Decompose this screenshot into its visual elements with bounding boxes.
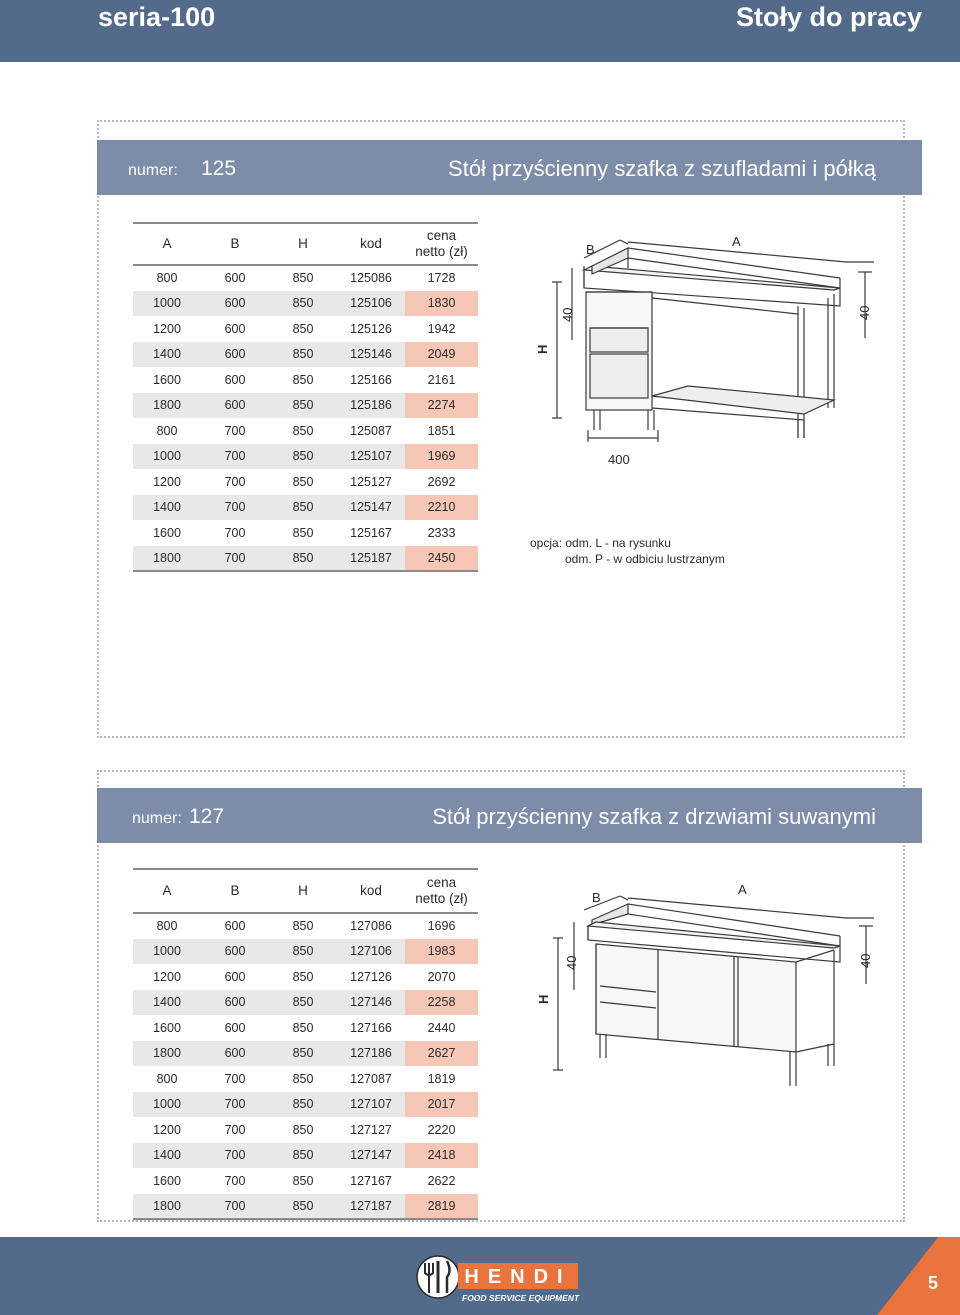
cell-a: 800 — [133, 265, 201, 291]
table-row — [133, 444, 478, 470]
cell-b: 700 — [201, 469, 269, 495]
cell-h: 850 — [269, 520, 337, 546]
cell-price: 2258 — [405, 990, 478, 1016]
page-number: 5 — [927, 1273, 938, 1293]
table-row — [133, 1194, 478, 1220]
footer-accent-corner — [860, 1237, 960, 1315]
column-header-kod: kod — [360, 883, 382, 898]
brand-tagline: FOOD SERVICE EQUIPMENT — [462, 1293, 580, 1303]
table-row — [133, 990, 478, 1016]
table-row — [133, 342, 478, 368]
table-row — [133, 316, 478, 342]
dimension-label-40-left: 40 — [564, 955, 579, 970]
table-header-row — [133, 869, 478, 913]
cell-kod: 125106 — [337, 291, 405, 317]
hendi-logo — [414, 1249, 584, 1309]
cell-h: 850 — [269, 265, 337, 291]
cell-b: 600 — [201, 990, 269, 1016]
cell-price: 2627 — [405, 1041, 478, 1067]
column-header-h: H — [298, 236, 308, 251]
technical-drawing-125 — [528, 228, 888, 478]
cell-h: 850 — [269, 342, 337, 368]
cell-price: 2440 — [405, 1015, 478, 1041]
column-header-kod: kod — [360, 236, 382, 251]
table-row — [133, 1015, 478, 1041]
cell-h: 850 — [269, 1066, 337, 1092]
product-number-label: numer: — [128, 162, 178, 179]
cell-a: 1600 — [133, 520, 201, 546]
cell-price: 2274 — [405, 393, 478, 419]
cell-b: 600 — [201, 1015, 269, 1041]
cell-h: 850 — [269, 1194, 337, 1220]
product-number: 125 — [201, 157, 237, 180]
cell-h: 850 — [269, 546, 337, 572]
cell-a: 1400 — [133, 495, 201, 521]
cell-kod: 125166 — [337, 367, 405, 393]
cell-price: 2070 — [405, 964, 478, 990]
cell-h: 850 — [269, 291, 337, 317]
table-row — [133, 1092, 478, 1118]
cell-h: 850 — [269, 990, 337, 1016]
cell-kod: 125086 — [337, 265, 405, 291]
product-name: Stół przyścienny szafka z drzwiami suwanymi — [432, 804, 876, 829]
cell-b: 700 — [201, 1066, 269, 1092]
cell-price: 2220 — [405, 1117, 478, 1143]
cell-a: 1200 — [133, 316, 201, 342]
dimension-label-a: A — [732, 234, 741, 249]
column-header-price: cena netto (zł) — [415, 228, 468, 259]
cell-a: 1600 — [133, 367, 201, 393]
cell-kod: 125087 — [337, 418, 405, 444]
cell-price: 1830 — [405, 291, 478, 317]
cell-a: 1800 — [133, 546, 201, 572]
cell-kod: 125126 — [337, 316, 405, 342]
table-row — [133, 913, 478, 939]
cell-a: 800 — [133, 1066, 201, 1092]
cell-h: 850 — [269, 1143, 337, 1169]
cell-h: 850 — [269, 469, 337, 495]
cell-b: 700 — [201, 1092, 269, 1118]
price-table-127 — [133, 868, 478, 1220]
table-row — [133, 469, 478, 495]
cell-b: 700 — [201, 1117, 269, 1143]
cell-h: 850 — [269, 1041, 337, 1067]
cell-b: 700 — [201, 520, 269, 546]
cell-a: 1400 — [133, 342, 201, 368]
table-row — [133, 291, 478, 317]
cell-a: 1800 — [133, 1194, 201, 1220]
product-number-label: numer: — [132, 810, 182, 827]
cell-a: 1000 — [133, 939, 201, 965]
cell-b: 700 — [201, 495, 269, 521]
series-title: seria-100 — [98, 2, 216, 32]
table-row — [133, 546, 478, 572]
table-row — [133, 495, 478, 521]
cell-b: 700 — [201, 1143, 269, 1169]
dimension-label-h: H — [536, 994, 551, 1004]
cell-price: 2692 — [405, 469, 478, 495]
cell-a: 1400 — [133, 1143, 201, 1169]
cell-h: 850 — [269, 939, 337, 965]
table-row — [133, 1117, 478, 1143]
cell-kod: 127187 — [337, 1194, 405, 1220]
column-header-a: A — [162, 236, 172, 251]
price-table-125 — [133, 222, 478, 572]
dimension-label-40-right: 40 — [857, 305, 872, 320]
cell-price: 2049 — [405, 342, 478, 368]
cell-a: 1400 — [133, 990, 201, 1016]
option-line-2: odm. P - w odbiciu lustrzanym — [565, 552, 725, 566]
cell-b: 700 — [201, 1168, 269, 1194]
table-row — [133, 367, 478, 393]
cell-price: 2418 — [405, 1143, 478, 1169]
cell-b: 600 — [201, 316, 269, 342]
table-row — [133, 1041, 478, 1067]
cell-h: 850 — [269, 444, 337, 470]
cell-h: 850 — [269, 1168, 337, 1194]
cell-h: 850 — [269, 495, 337, 521]
dimension-label-400: 400 — [608, 452, 630, 467]
table-row — [133, 265, 478, 291]
cell-kod: 125147 — [337, 495, 405, 521]
cell-kod: 125186 — [337, 393, 405, 419]
cell-price: 2819 — [405, 1194, 478, 1220]
cell-kod: 125146 — [337, 342, 405, 368]
table-row — [133, 1168, 478, 1194]
cell-a: 1800 — [133, 1041, 201, 1067]
cell-price: 2210 — [405, 495, 478, 521]
cell-kod: 127166 — [337, 1015, 405, 1041]
column-header-price: cena netto (zł) — [415, 875, 468, 906]
cell-kod: 127106 — [337, 939, 405, 965]
cell-b: 600 — [201, 367, 269, 393]
table-row — [133, 939, 478, 965]
cell-h: 850 — [269, 1117, 337, 1143]
cell-b: 600 — [201, 393, 269, 419]
table-row — [133, 964, 478, 990]
cell-price: 1969 — [405, 444, 478, 470]
cell-kod: 127086 — [337, 913, 405, 939]
cell-kod: 125187 — [337, 546, 405, 572]
cell-a: 1200 — [133, 469, 201, 495]
cell-a: 1000 — [133, 1092, 201, 1118]
cell-kod: 127087 — [337, 1066, 405, 1092]
table-row — [133, 393, 478, 419]
cell-kod: 127186 — [337, 1041, 405, 1067]
product-number: 127 — [189, 805, 225, 828]
dimension-label-40-left: 40 — [560, 307, 575, 322]
column-header-a: A — [162, 883, 172, 898]
technical-drawing-127 — [528, 874, 888, 1104]
table-row — [133, 1143, 478, 1169]
cell-price: 1942 — [405, 316, 478, 342]
cell-price: 2161 — [405, 367, 478, 393]
cell-kod: 125107 — [337, 444, 405, 470]
cell-price: 1983 — [405, 939, 478, 965]
cell-h: 850 — [269, 393, 337, 419]
cell-a: 1000 — [133, 291, 201, 317]
cell-kod: 127126 — [337, 964, 405, 990]
table-row — [133, 520, 478, 546]
page-footer — [0, 1237, 960, 1315]
cell-b: 700 — [201, 546, 269, 572]
column-header-h: H — [298, 883, 308, 898]
cell-h: 850 — [269, 316, 337, 342]
product-127-header — [97, 788, 922, 843]
cell-b: 600 — [201, 964, 269, 990]
cell-a: 1200 — [133, 964, 201, 990]
cell-h: 850 — [269, 1015, 337, 1041]
option-note — [530, 535, 725, 567]
cell-a: 800 — [133, 913, 201, 939]
cell-price: 2333 — [405, 520, 478, 546]
cell-price: 2450 — [405, 546, 478, 572]
table-row — [133, 418, 478, 444]
option-line-1: opcja: odm. L - na rysunku — [530, 536, 671, 550]
dimension-label-b: B — [586, 242, 595, 257]
page-header — [0, 0, 960, 62]
table-row — [133, 1066, 478, 1092]
cell-price: 1851 — [405, 418, 478, 444]
cell-kod: 127147 — [337, 1143, 405, 1169]
cell-kod: 125127 — [337, 469, 405, 495]
cell-price: 2622 — [405, 1168, 478, 1194]
cell-kod: 127107 — [337, 1092, 405, 1118]
cell-b: 600 — [201, 342, 269, 368]
brand-name: HENDI — [464, 1266, 572, 1288]
cell-b: 600 — [201, 939, 269, 965]
cell-a: 800 — [133, 418, 201, 444]
cell-h: 850 — [269, 1092, 337, 1118]
page-title: Stoły do pracy — [735, 2, 922, 32]
cell-h: 850 — [269, 913, 337, 939]
cell-a: 1600 — [133, 1168, 201, 1194]
dimension-label-a: A — [738, 882, 747, 897]
product-name: Stół przyścienny szafka z szufladami i półką — [448, 156, 876, 181]
cell-price: 2017 — [405, 1092, 478, 1118]
column-header-b: B — [230, 236, 240, 251]
cell-b: 700 — [201, 418, 269, 444]
cell-a: 1200 — [133, 1117, 201, 1143]
cell-b: 600 — [201, 291, 269, 317]
cell-h: 850 — [269, 367, 337, 393]
cell-kod: 127146 — [337, 990, 405, 1016]
dimension-label-40-right: 40 — [858, 953, 873, 968]
cell-h: 850 — [269, 418, 337, 444]
cell-h: 850 — [269, 964, 337, 990]
cell-a: 1800 — [133, 393, 201, 419]
dimension-label-h: H — [535, 344, 550, 354]
product-125-header — [97, 140, 922, 195]
cell-b: 700 — [201, 444, 269, 470]
cell-a: 1600 — [133, 1015, 201, 1041]
cell-kod: 127167 — [337, 1168, 405, 1194]
cell-b: 600 — [201, 913, 269, 939]
table-header-row — [133, 223, 478, 265]
dimension-label-b: B — [592, 890, 601, 905]
cell-price: 1696 — [405, 913, 478, 939]
cell-b: 700 — [201, 1194, 269, 1220]
cell-a: 1000 — [133, 444, 201, 470]
cell-kod: 127127 — [337, 1117, 405, 1143]
cell-price: 1819 — [405, 1066, 478, 1092]
cell-price: 1728 — [405, 265, 478, 291]
column-header-b: B — [230, 883, 240, 898]
cell-kod: 125167 — [337, 520, 405, 546]
cell-b: 600 — [201, 265, 269, 291]
cell-b: 600 — [201, 1041, 269, 1067]
